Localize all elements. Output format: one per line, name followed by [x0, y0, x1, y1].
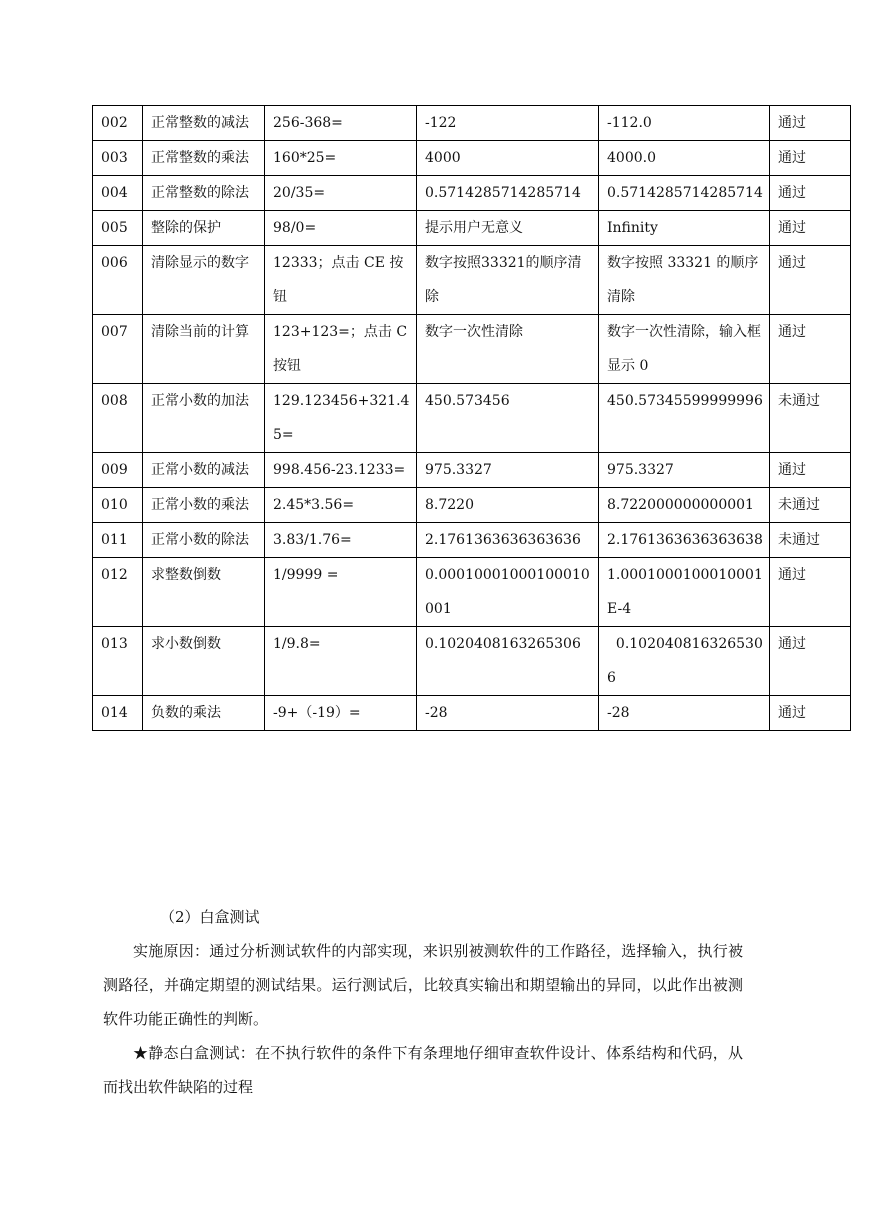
case-input-cell: -9+（-19）=	[265, 696, 417, 731]
case-id-cell: 006	[93, 246, 143, 315]
case-actual-output-cell: 450.57345599999996	[599, 384, 770, 453]
case-id-cell: 012	[93, 558, 143, 627]
case-input-cell: 20/35=	[265, 176, 417, 211]
section-body	[103, 934, 743, 1104]
case-id-cell: 010	[93, 488, 143, 523]
case-input-cell: 123+123=；点击 C 按钮	[265, 315, 417, 384]
case-id-cell: 013	[93, 627, 143, 696]
case-expected-output-cell: 提示用户无意义	[417, 211, 599, 246]
case-actual-output-cell: Infinity	[599, 211, 770, 246]
case-input-cell: 1/9.8=	[265, 627, 417, 696]
case-actual-output-cell: 2.1761363636363638	[599, 523, 770, 558]
case-actual-output-cell: 975.3327	[599, 453, 770, 488]
case-result-cell: 通过	[770, 141, 851, 176]
case-description-cell: 清除显示的数字	[143, 246, 265, 315]
case-expected-output-cell: 数字按照33321的顺序清除	[417, 246, 599, 315]
case-expected-output-cell: 0.5714285714285714	[417, 176, 599, 211]
table-row	[93, 384, 851, 453]
case-input-cell: 256-368=	[265, 106, 417, 141]
case-result-cell: 通过	[770, 627, 851, 696]
case-expected-output-cell: 0.00010001000100010001	[417, 558, 599, 627]
case-expected-output-cell: 8.7220	[417, 488, 599, 523]
table-row	[93, 211, 851, 246]
case-actual-output-cell: 1.0001000100010001E-4	[599, 558, 770, 627]
table-row	[93, 488, 851, 523]
case-description-cell: 正常整数的减法	[143, 106, 265, 141]
case-description-cell: 求小数倒数	[143, 627, 265, 696]
test-case-table-body	[93, 106, 851, 731]
case-description-cell: 正常小数的减法	[143, 453, 265, 488]
case-result-cell: 通过	[770, 176, 851, 211]
case-result-cell: 通过	[770, 211, 851, 246]
case-result-cell: 未通过	[770, 384, 851, 453]
table-row	[93, 558, 851, 627]
case-result-cell: 通过	[770, 315, 851, 384]
table-row	[93, 141, 851, 176]
case-id-cell: 007	[93, 315, 143, 384]
case-id-cell: 004	[93, 176, 143, 211]
case-id-cell: 011	[93, 523, 143, 558]
case-input-cell: 160*25=	[265, 141, 417, 176]
case-id-cell: 005	[93, 211, 143, 246]
table-row	[93, 627, 851, 696]
case-expected-output-cell: 975.3327	[417, 453, 599, 488]
case-description-cell: 正常整数的除法	[143, 176, 265, 211]
case-description-cell: 正常小数的加法	[143, 384, 265, 453]
paragraph-implementation-reason: 实施原因：通过分析测试软件的内部实现，来识别被测软件的工作路径，选择输入，执行被测路径，并确定期望的测试结果。运行测试后，比较真实输出和期望输出的异同，以此作出被测软件功能正确性的判断。	[103, 942, 743, 1028]
table-row	[93, 696, 851, 731]
case-actual-output-cell: 数字按照 33321 的顺序清除	[599, 246, 770, 315]
section-heading: （2）白盒测试	[160, 908, 260, 926]
case-input-cell: 98/0=	[265, 211, 417, 246]
table-row	[93, 315, 851, 384]
table-row	[93, 523, 851, 558]
case-expected-output-cell: 数字一次性清除	[417, 315, 599, 384]
table-row	[93, 453, 851, 488]
case-expected-output-cell: 2.1761363636363636	[417, 523, 599, 558]
case-id-cell: 008	[93, 384, 143, 453]
table-row	[93, 106, 851, 141]
case-result-cell: 通过	[770, 246, 851, 315]
case-actual-output-cell: 0.5714285714285714	[599, 176, 770, 211]
case-description-cell: 求整数倒数	[143, 558, 265, 627]
case-input-cell: 3.83/1.76=	[265, 523, 417, 558]
case-actual-output-cell: 4000.0	[599, 141, 770, 176]
case-id-cell: 002	[93, 106, 143, 141]
case-actual-output-cell: 数字一次性清除，输入框显示 0	[599, 315, 770, 384]
case-expected-output-cell: 4000	[417, 141, 599, 176]
case-actual-output-cell: 8.722000000000001	[599, 488, 770, 523]
case-description-cell: 正常小数的除法	[143, 523, 265, 558]
case-input-cell: 998.456-23.1233=	[265, 453, 417, 488]
case-id-cell: 009	[93, 453, 143, 488]
case-expected-output-cell: -28	[417, 696, 599, 731]
case-description-cell: 正常小数的乘法	[143, 488, 265, 523]
case-result-cell: 通过	[770, 696, 851, 731]
table-row	[93, 246, 851, 315]
case-input-cell: 1/9999 =	[265, 558, 417, 627]
case-description-cell: 负数的乘法	[143, 696, 265, 731]
table-row	[93, 176, 851, 211]
case-input-cell: 12333；点击 CE 按钮	[265, 246, 417, 315]
case-result-cell: 未通过	[770, 523, 851, 558]
case-expected-output-cell: 0.1020408163265306	[417, 627, 599, 696]
case-input-cell: 129.123456+321.45=	[265, 384, 417, 453]
case-id-cell: 014	[93, 696, 143, 731]
case-actual-output-cell: 0.1020408163265306	[599, 627, 770, 696]
case-description-cell: 清除当前的计算	[143, 315, 265, 384]
case-expected-output-cell: -122	[417, 106, 599, 141]
case-description-cell: 整除的保护	[143, 211, 265, 246]
test-case-table	[92, 105, 851, 731]
case-result-cell: 通过	[770, 558, 851, 627]
case-actual-output-cell: -112.0	[599, 106, 770, 141]
case-actual-output-cell: -28	[599, 696, 770, 731]
case-expected-output-cell: 450.573456	[417, 384, 599, 453]
case-id-cell: 003	[93, 141, 143, 176]
case-input-cell: 2.45*3.56=	[265, 488, 417, 523]
case-description-cell: 正常整数的乘法	[143, 141, 265, 176]
case-result-cell: 通过	[770, 106, 851, 141]
case-result-cell: 通过	[770, 453, 851, 488]
case-result-cell: 未通过	[770, 488, 851, 523]
paragraph-static-whitebox: ★静态白盒测试：在不执行软件的条件下有条理地仔细审查软件设计、体系结构和代码，从而找出软件缺陷的过程	[103, 1044, 743, 1096]
